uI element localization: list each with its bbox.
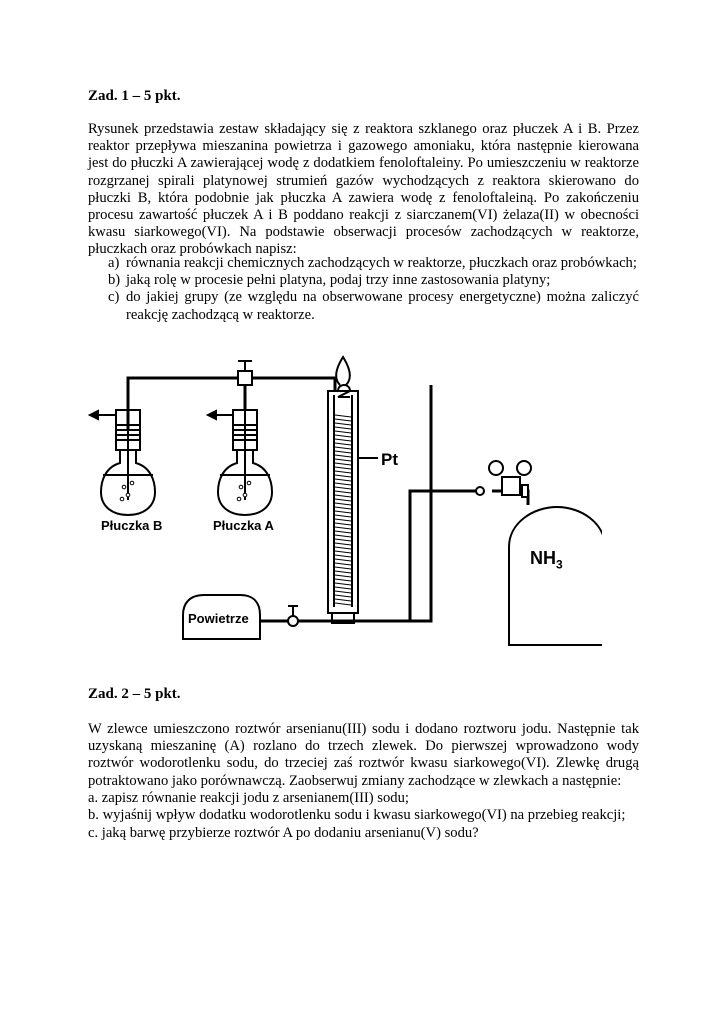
- list-item: [88, 255, 639, 272]
- label-pluczka-a: Płuczka A: [213, 518, 274, 533]
- list-item: c. jaką barwę przybierze roztwór A po dodaniu arsenianu(V) sodu?: [88, 824, 479, 841]
- task1-list: [88, 255, 639, 324]
- list-item: [88, 272, 639, 289]
- task1-heading: Zad. 1 – 5 pkt.: [88, 88, 181, 104]
- list-item: a. zapisz równanie reakcji jodu z arsenianem(III) sodu;: [88, 790, 409, 806]
- list-marker: a): [108, 255, 120, 271]
- nh3-cylinder: [509, 507, 602, 645]
- list-marker: c): [108, 289, 120, 306]
- list-item-text: równania reakcji chemicznych zachodzących w reaktorze, płuczkach oraz probówkach;: [126, 255, 637, 271]
- nh3-sub: 3: [556, 557, 563, 572]
- list-item-text: jaką rolę w procesie pełni platyna, podaj trzy inne zastosowania platyny;: [126, 272, 551, 289]
- label-powietrze: Powietrze: [188, 611, 249, 626]
- list-item-text: do jakiej grupy (ze względu na obserwowane procesy energetyczne) można zaliczyć reakcję zachodzącą w reaktorze.: [126, 289, 639, 323]
- task2-paragraph: W zlewce umieszczono roztwór arsenianu(III) sodu i dodano roztworu jodu. Następnie tak uzyskaną mieszaninę (A) rozlano do trzech zlewek. Do pierwszej wprowadzono wody roztwór wodorotlenku sodu, do trzeciej zaś roztwór kwasu siarkowego(VI). Zlewkę drugą potraktowano jako porównawczą. Zaobserwuj zmiany zachodzące w zlewkach a następnie:: [88, 721, 639, 789]
- task2-heading: Zad. 2 – 5 pkt.: [88, 686, 181, 702]
- label-pluczka-b: Płuczka B: [101, 518, 163, 533]
- label-pt: Pt: [381, 450, 398, 469]
- task1-paragraph: Rysunek przedstawia zestaw składający się z reaktora szklanego oraz płuczek A i B. Przez reaktor przepływa mieszanina powietrza i gazowego amoniaku, która następnie kierowana jest do płuczki A zawierającej wodę z dodatkiem fenoloftaleiny. Po umieszczeniu w reaktorze rozgrzanej spirali platynowej strumień gazów wychodzących z reaktora skierowano do płuczki B, która podobnie jak płuczka A zawiera wodę z fenoloftaleiną. Po zakończeniu procesu zawartość płuczek A i B poddano reakcji z siarczanem(VI) żelaza(II) w obecności kwasu siarkowego(VI). Na podstawie obserwacji procesów zachodzących w reaktorze, płuczkach oraz probówkach napisz:: [88, 121, 639, 258]
- list-item: b. wyjaśnij wpływ dodatku wodorotlenku sodu i kwasu siarkowego(VI) na przebieg reakcji;: [88, 807, 626, 824]
- list-item: [88, 289, 639, 323]
- list-marker: b): [108, 272, 121, 289]
- nh3-main: NH: [530, 548, 556, 568]
- task2-list: [88, 790, 648, 842]
- apparatus-diagram: [88, 355, 602, 667]
- label-nh3: [530, 548, 563, 572]
